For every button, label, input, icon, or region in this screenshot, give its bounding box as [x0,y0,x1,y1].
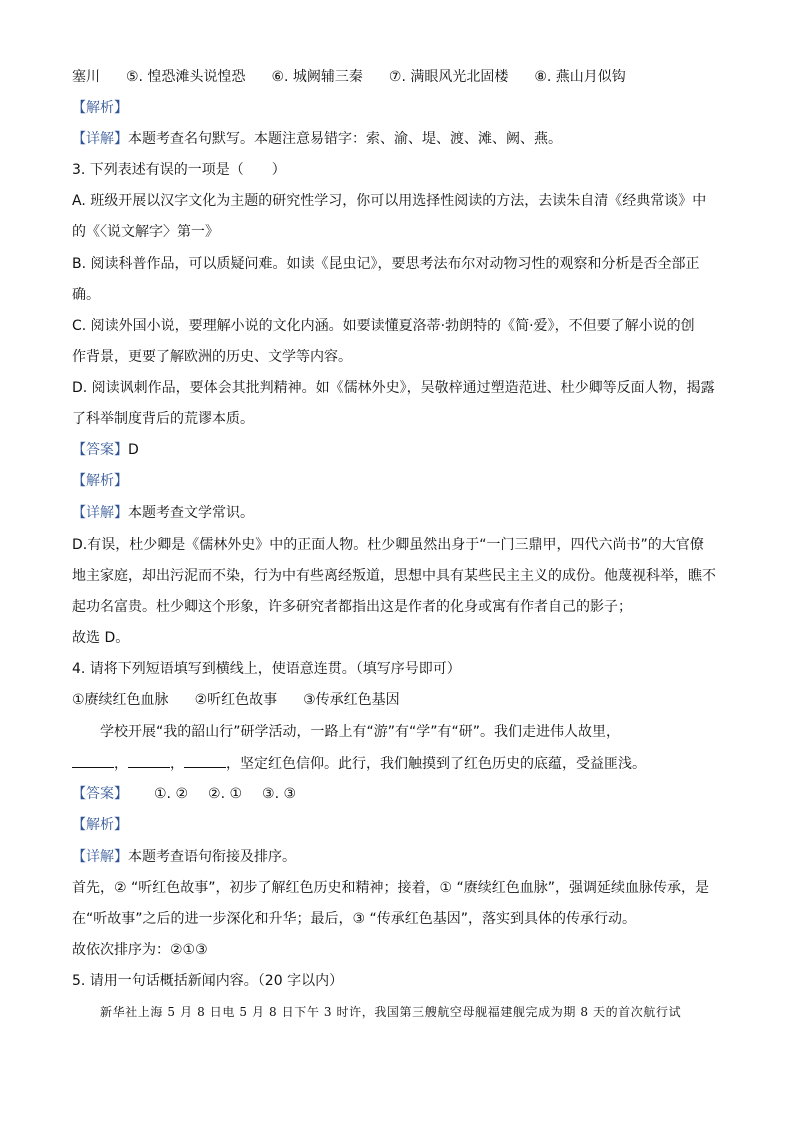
passage-tail: ，坚定红色信仰。此行，我们触摸到了红色历史的底蕴，受益匪浅。 [226,756,646,772]
explanation-line2: 地主家庭，却出污泥而不染，行为中有些离经叛道，思想中具有某些民主主义的成份。他蔑视科举，瞧不 [72,568,716,584]
answer-item-7: ⑦. 满眼风光北固楼 [388,69,509,85]
option-b-line1: B. 阅读科普作品，可以质疑问难。如读《昆虫记》，要思考法布尔对动物习性的观察和分析是否全部正 [72,256,700,272]
passage-line2 [72,753,722,774]
phrase-option-1: ①赓续红色血脉 [72,692,169,708]
detail-text: 本题考查语句衔接及排序。 [128,849,296,865]
question-3-stem: 3. 下列表述有误的一项是（ ） [72,162,286,178]
answer-blank-1: ①. ② [154,786,189,802]
detail-tag: 【详解】 [72,505,128,521]
explanation-line3: 起功名富贵。杜少卿这个形象，许多研究者都指出这是作者的化身或寓有作者自己的影子； [72,599,632,615]
option-a-line2: 的《〈说文解字〉第一》 [72,224,219,240]
blank-separator: ， [170,756,184,772]
option-c-line2: 作背景，更要了解欧洲的历史、文学等内容。 [72,349,352,365]
fill-blank-2[interactable] [128,753,170,768]
news-excerpt-line1: 新华社上海 5 月 8 日电 5 月 8 日下午 3 时许，我国第三艘航空母舰福建舰完成为期 8 天的首次航行试 [100,1005,682,1019]
answer-item-6: ⑥. 城阙辅三秦 [271,69,363,85]
question-5-stem: 5. 请用一句话概括新闻内容。（20 字以内） [72,973,344,989]
option-c-line1: C. 阅读外国小说，要理解小说的文化内涵。如要读懂夏洛蒂·勃朗特的《简·爱》，不但要了解小说的创 [72,318,695,334]
phrase-option-3: ③传承红色基因 [303,692,400,708]
detail-text: 本题考查文学常识。 [128,505,254,521]
fill-blank-1[interactable] [72,753,114,768]
answer-item-5: ⑤. 惶恐滩头说惶恐 [126,69,246,85]
analysis-tag: 【解析】 [72,817,128,833]
option-d-line2: 了科举制度背后的荒谬本质。 [72,411,254,427]
phrase-options [72,690,722,710]
passage-line1: 学校开展“我的韶山行”研学活动，一路上有“游”有“学”有“研”。我们走进伟人故里， [100,724,621,740]
answer-blank-3: ③. ③ [262,786,297,802]
answer-tag: 【答案】 [72,786,128,802]
answer-blank-2: ②. ① [208,786,243,802]
question-4-stem: 4. 请将下列短语填写到横线上，使语意连贯。（填写序号即可） [72,661,461,677]
detail-text: 本题考查名句默写。本题注意易错字：索、渝、堤、渡、滩、阙、燕。 [128,131,562,147]
conclusion: 故选 D。 [72,630,130,646]
detail-tag: 【详解】 [72,849,128,865]
conclusion: 故依次排序为：②①③ [72,942,208,958]
explanation-line1: D.有误，杜少卿是《儒林外史》中的正面人物。杜少卿虽然出身于“一门三鼎甲，四代六尚书”的大官僚 [72,537,704,553]
detail-tag: 【详解】 [72,131,128,147]
answer-value: D [128,442,139,458]
blank-separator: ， [114,756,128,772]
phrase-option-2: ②听红色故事 [194,692,278,708]
detail-paragraph [72,847,722,867]
answer-item-8: ⑧. 燕山月似钩 [534,69,626,85]
detail-paragraph [72,129,722,149]
analysis-tag: 【解析】 [72,100,128,116]
fill-blank-3[interactable] [184,753,226,768]
option-b-line2: 确。 [72,287,100,303]
detail-paragraph [72,503,722,523]
answer-fragment: 塞川 [72,69,100,85]
option-d-line1: D. 阅读讽刺作品，要体会其批判精神。如《儒林外史》，吴敬梓通过塑造范进、杜少卿等反面人物，揭露 [72,380,715,396]
analysis-tag: 【解析】 [72,473,128,489]
answer-paragraph [72,784,722,804]
fill-answer-line [72,67,722,87]
answer-tag: 【答案】 [72,442,128,458]
answer-paragraph [72,440,722,460]
explanation-line2: 在“听故事”之后的进一步深化和升华；最后，③ “传承红色基因”，落实到具体的传承行动。 [72,911,637,927]
explanation-line1: 首先，② “听红色故事”，初步了解红色历史和精神；接着，① “赓续红色血脉”，强调延续血脉传承，是 [72,880,710,896]
option-a-line1: A. 班级开展以汉字文化为主题的研究性学习，你可以用选择性阅读的方法，去读朱自清《经典常谈》中 [72,193,707,209]
